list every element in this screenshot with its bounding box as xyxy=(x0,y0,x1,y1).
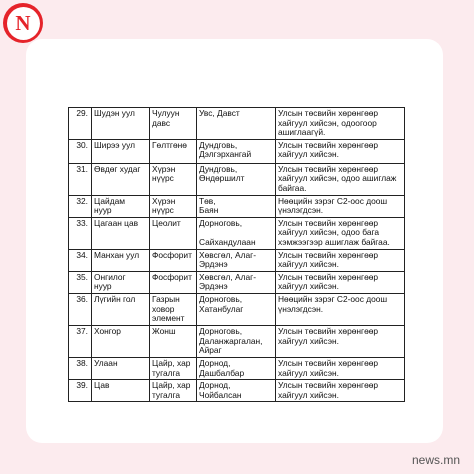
deposit-name-cell: Цав xyxy=(92,380,150,402)
exploration-status-cell: Улсын төсвийн хөрөнгөөр хайгуул хийсэн. xyxy=(276,139,405,163)
mineral-type-cell: Фосфорит xyxy=(150,249,197,271)
table-row xyxy=(69,271,405,293)
mineral-type-cell: Газрын ховор элемент xyxy=(150,293,197,325)
table-row xyxy=(69,108,405,140)
row-number-cell: 32. xyxy=(69,195,92,217)
exploration-status-cell: Улсын төсвийн хөрөнгөөр хайгуул хийсэн. xyxy=(276,380,405,402)
deposit-name-cell: Хонгор xyxy=(92,325,150,357)
deposit-name-cell: Улаан xyxy=(92,357,150,379)
deposit-name-cell: Ширээ уул xyxy=(92,139,150,163)
exploration-status-cell: Улсын төсвийн хөрөнгөөр хайгуул хийсэн, одоо бага хэмжээгээр ашиглаж байгаа. xyxy=(276,217,405,249)
table-row xyxy=(69,217,405,249)
row-number-cell: 35. xyxy=(69,271,92,293)
exploration-status-cell: Улсын төсвийн хөрөнгөөр хайгуул хийсэн, одоо ашиглаж байгаа. xyxy=(276,163,405,195)
row-number-cell: 34. xyxy=(69,249,92,271)
mineral-type-cell: Хүрэн нүүрс xyxy=(150,163,197,195)
table-row xyxy=(69,163,405,195)
location-cell: Төв, Баян xyxy=(197,195,276,217)
deposit-name-cell: Шудэн уул xyxy=(92,108,150,140)
deposits-table xyxy=(68,107,405,402)
table-row xyxy=(69,357,405,379)
deposit-name-cell: Өвдөг худаг xyxy=(92,163,150,195)
location-cell: Дундговь, Дэлгэрхангай xyxy=(197,139,276,163)
location-cell: Дорнод, Чойбалсан xyxy=(197,380,276,402)
location-cell: Дорноговь, Сайхандулаан xyxy=(197,217,276,249)
mineral-type-cell: Цеолит xyxy=(150,217,197,249)
row-number-cell: 31. xyxy=(69,163,92,195)
table-row xyxy=(69,195,405,217)
logo-letter: N xyxy=(7,7,40,40)
source-watermark: news.mn xyxy=(411,453,460,467)
deposit-name-cell: Онгилог нуур xyxy=(92,271,150,293)
exploration-status-cell: Улсын төсвийн хөрөнгөөр хайгуул хийсэн, одоогоор ашиглаагүй. xyxy=(276,108,405,140)
location-cell: Дундговь, Өндөршилт xyxy=(197,163,276,195)
location-cell: Хөвсгөл, Алаг- Эрдэнэ xyxy=(197,271,276,293)
deposit-name-cell: Манхан уул xyxy=(92,249,150,271)
deposits-table-body xyxy=(69,108,405,402)
row-number-cell: 33. xyxy=(69,217,92,249)
table-row xyxy=(69,293,405,325)
mineral-type-cell: Жонш xyxy=(150,325,197,357)
exploration-status-cell: Нөөцийн зэрэг С2-оос доош үнэлэгдсэн. xyxy=(276,195,405,217)
exploration-status-cell: Улсын төсвийн хөрөнгөөр хайгуул хийсэн. xyxy=(276,271,405,293)
news-logo[interactable] xyxy=(3,3,43,43)
mineral-type-cell: Фосфорит xyxy=(150,271,197,293)
mineral-type-cell: Гөлтгөнө xyxy=(150,139,197,163)
exploration-status-cell: Нөөцийн зэрэг С2-оос доош үнэлэгдсэн. xyxy=(276,293,405,325)
row-number-cell: 36. xyxy=(69,293,92,325)
location-cell: Дорноговь, Хатанбулаг xyxy=(197,293,276,325)
location-cell: Дорноговь, Даланжаргалан, Айраг xyxy=(197,325,276,357)
deposit-name-cell: Цагаан цав xyxy=(92,217,150,249)
table-row xyxy=(69,249,405,271)
mineral-type-cell: Чулуун давс xyxy=(150,108,197,140)
exploration-status-cell: Улсын төсвийн хөрөнгөөр хайгуул хийсэн. xyxy=(276,249,405,271)
exploration-status-cell: Улсын төсвийн хөрөнгөөр хайгуул хийсэн. xyxy=(276,357,405,379)
mineral-type-cell: Цайр, хар тугалга xyxy=(150,380,197,402)
mineral-type-cell: Цайр, хар тугалга xyxy=(150,357,197,379)
location-cell: Дорнод, Дашбалбар xyxy=(197,357,276,379)
row-number-cell: 30. xyxy=(69,139,92,163)
row-number-cell: 38. xyxy=(69,357,92,379)
location-cell: Хөвсгөл, Алаг- Эрдэнэ xyxy=(197,249,276,271)
exploration-status-cell: Улсын төсвийн хөрөнгөөр хайгуул хийсэн. xyxy=(276,325,405,357)
deposit-name-cell: Цайдам нуур xyxy=(92,195,150,217)
deposit-name-cell: Лүгийн гол xyxy=(92,293,150,325)
table-row xyxy=(69,380,405,402)
table-row xyxy=(69,325,405,357)
location-cell: Увс, Давст xyxy=(197,108,276,140)
mineral-type-cell: Хүрэн нүүрс xyxy=(150,195,197,217)
row-number-cell: 29. xyxy=(69,108,92,140)
row-number-cell: 39. xyxy=(69,380,92,402)
table-row xyxy=(69,139,405,163)
row-number-cell: 37. xyxy=(69,325,92,357)
